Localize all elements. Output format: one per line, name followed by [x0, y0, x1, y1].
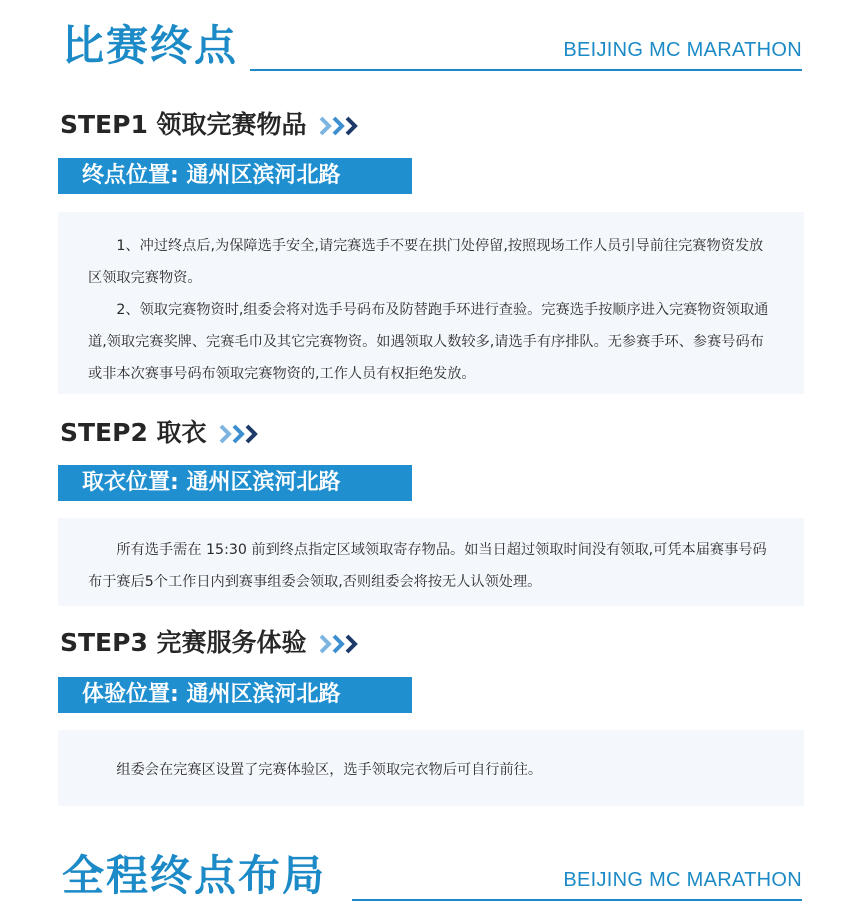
section-english-title: BEIJING MC MARATHON: [563, 869, 802, 891]
step1-paragraph-2: 2、领取完赛物资时,组委会将对选手号码布及防替跑手环进行查验。完赛选手按顺序进入完赛物资领取通道,领取完赛奖牌、完赛毛巾及其它完赛物资。如遇领取人数较多,请选手有序排队。无参赛手环、参赛号码布或非本次赛事号码布领取完赛物资的,工作人员有权拒绝发放。: [88, 302, 769, 382]
step3-paragraph-1: 组委会在完赛区设置了完赛体验区，选手领取完衣物后可自行前往。: [116, 762, 543, 778]
section-underline: [352, 899, 802, 901]
section-underline: [250, 69, 802, 71]
step-title-text: STEP1 领取完赛物品: [60, 110, 307, 139]
section-header-finish: [0, 18, 864, 78]
step-title-text: STEP3 完赛服务体验: [60, 628, 307, 657]
section-english-title: BEIJING MC MARATHON: [563, 39, 802, 61]
step3-content: [58, 730, 804, 806]
step-title-text: STEP2 取衣: [60, 418, 207, 447]
step3-title: [60, 626, 363, 660]
step2-paragraph-1: 所有选手需在 15:30 前到终点指定区域领取寄存物品。如当日超过领取时间没有领取,可凭本届赛事号码布于赛后5个工作日内到赛事组委会领取,否则组委会将按无人认领处理。: [88, 542, 767, 590]
triple-chevron-icon: [319, 633, 363, 655]
step2-location-bar: 取衣位置: 通州区滨河北路: [58, 465, 412, 501]
section-title: 比赛终点: [62, 21, 239, 70]
section-title: 全程终点布局: [62, 851, 327, 900]
triple-chevron-icon: [319, 115, 363, 137]
step1-paragraph-1: 1、冲过终点后,为保障选手安全,请完赛选手不要在拱门处停留,按照现场工作人员引导前往完赛物资发放区领取完赛物资。: [88, 238, 764, 286]
step2-title: [60, 416, 263, 450]
triple-chevron-icon: [219, 423, 263, 445]
step1-content: [58, 212, 804, 394]
step1-title: [60, 108, 363, 142]
step3-location-bar: 体验位置: 通州区滨河北路: [58, 677, 412, 713]
step1-location-bar: 终点位置: 通州区滨河北路: [58, 158, 412, 194]
step2-content: [58, 518, 804, 606]
section-header-layout: [0, 848, 864, 908]
